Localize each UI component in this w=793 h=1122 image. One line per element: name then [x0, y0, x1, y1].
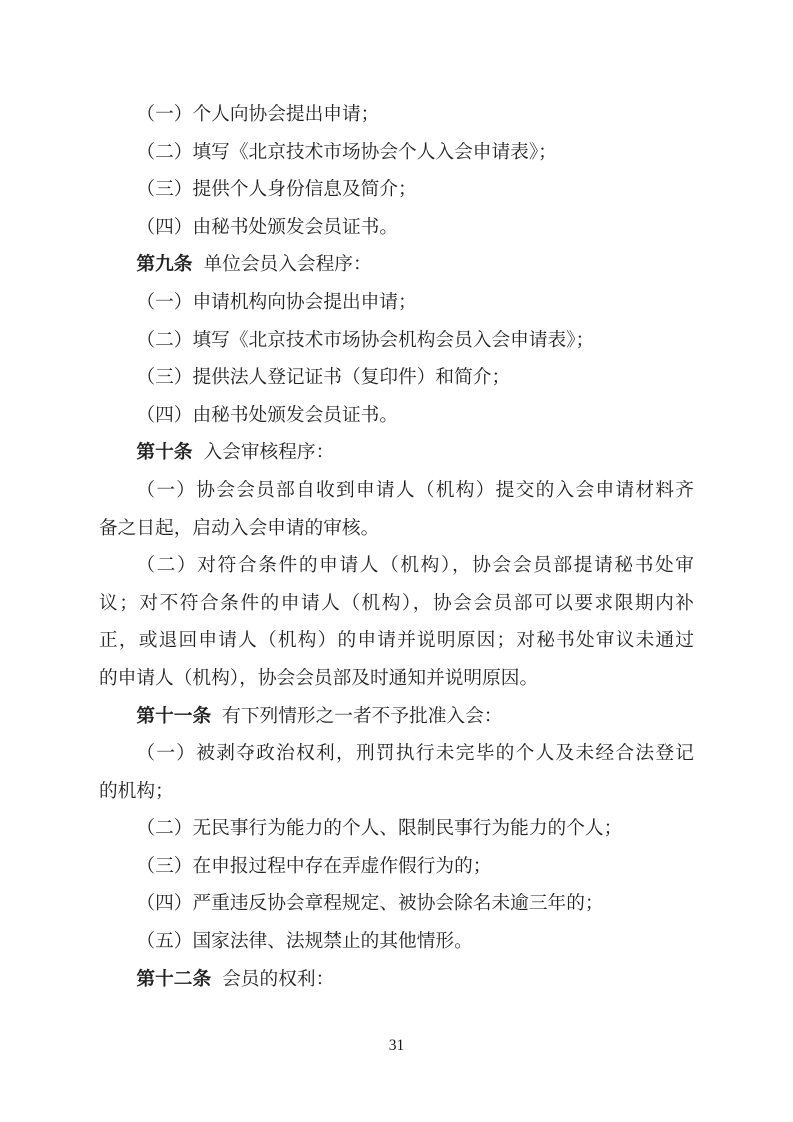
article-number: 第九条 — [136, 254, 193, 276]
text-line: 议；对不符合条件的申请人（机构），协会会员部可以要求限期内补 — [99, 592, 694, 614]
text-line: （五）国家法律、法规禁止的其他情形。 — [136, 931, 473, 953]
text-line: 的机构； — [99, 780, 174, 802]
text-line: （四）由秘书处颁发会员证书。 — [136, 216, 399, 238]
article-heading-line — [99, 961, 694, 999]
text-line: （三）提供个人身份信息及简介； — [136, 179, 417, 201]
article-number: 第十条 — [136, 442, 193, 464]
document-body — [99, 96, 694, 998]
text-line: （二）填写《北京技术市场协会个人入会申请表》； — [136, 141, 557, 163]
text-line: 备之日起，启动入会申请的审核。 — [99, 517, 380, 539]
text-line: 正，或退回申请人（机构）的申请并说明原因；对秘书处审议未通过 — [99, 630, 694, 652]
text-line: 的申请人（机构），协会会员部及时通知并说明原因。 — [99, 667, 539, 689]
text-line: （一）协会会员部自收到申请人（机构）提交的入会申请材料齐 — [136, 479, 694, 501]
text-line: （四）严重违反协会章程规定、被协会除名未逾三年的； — [136, 893, 604, 915]
page-number: 31 — [388, 1037, 405, 1054]
article-title: 入会审核程序： — [203, 442, 335, 464]
article-title: 有下列情形之一者不予批准入会： — [222, 705, 503, 727]
article-heading-line — [99, 698, 694, 736]
text-line: （一）被剥夺政治权利，刑罚执行未完毕的个人及未经合法登记 — [136, 743, 694, 765]
article-heading-line — [99, 434, 694, 472]
text-line: （二）填写《北京技术市场协会机构会员入会申请表》； — [136, 329, 595, 351]
article-heading-line — [99, 246, 694, 284]
article-number: 第十二条 — [136, 968, 212, 990]
text-line: （二）无民事行为能力的个人、限制民事行为能力的个人； — [136, 818, 623, 840]
article-title: 单位会员入会程序： — [203, 254, 372, 276]
article-number: 第十一条 — [136, 705, 212, 727]
text-line: （一）申请机构向协会提出申请； — [136, 291, 417, 313]
text-line: （三）提供法人登记证书（复印件）和简介； — [136, 367, 511, 389]
text-line: （三）在申报过程中存在弄虚作假行为的； — [136, 855, 492, 877]
article-title: 会员的权利： — [222, 968, 335, 990]
text-line: （一）个人向协会提出申请； — [136, 104, 380, 125]
text-line: （二）对符合条件的申请人（机构），协会会员部提请秘书处审 — [136, 555, 694, 577]
text-line: （四）由秘书处颁发会员证书。 — [136, 404, 399, 426]
page-footer — [0, 1036, 793, 1056]
